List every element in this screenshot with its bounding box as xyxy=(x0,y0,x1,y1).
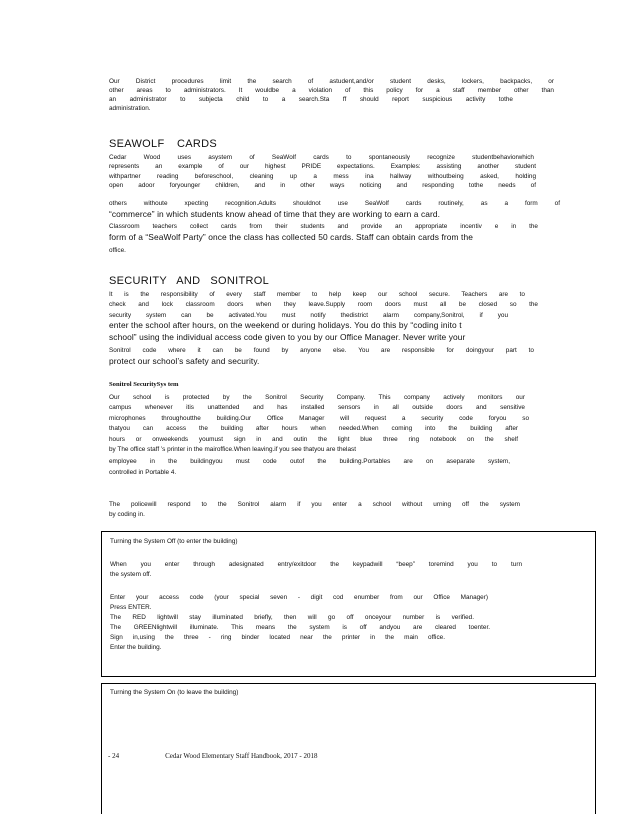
system-off-title: Turning the System Off (to enter the building) xyxy=(110,538,238,545)
security-line: security system can be activated.You must notify thedistrict alarm company,Sonitrol, if you xyxy=(109,312,508,319)
system-on-title: Turning the System On (to leave the building) xyxy=(110,689,239,696)
intro-line: Our District procedures limit the search of astudent,and/or student desks, lockers, backpacks, or xyxy=(109,78,554,85)
seawolf-line: open adoor foryounger children, and in other ways noticing and responding tothe needs of xyxy=(109,182,536,189)
system-off-line: Enter the building. xyxy=(110,644,162,651)
sonitrol-line: by The office staff ’s printer in the mairoffice.When leaving.if you see thatyou are thelast xyxy=(109,446,357,453)
sonitrol-line: thatyou can access the building after hours when needed.When coming into the building after xyxy=(109,425,518,432)
system-off-line: Enter your access code (your special seven - digit cod enumber from our Office Manager) xyxy=(110,594,488,601)
sonitrol-line: controlled in Portable 4. xyxy=(109,469,177,476)
police-line: The policewill respond to the Sonitrol alarm if you enter a school without urning off the system xyxy=(109,501,520,508)
security-line: check and lock classroom doors when they leave.Supply room doors must all be closed so the xyxy=(109,301,538,308)
seawolf-line: office. xyxy=(109,247,126,254)
security-line: It is the responsibility of every staff member to help keep our school secure. Teachers are to xyxy=(109,291,525,298)
system-off-line: The RED lightwill stay illuminated briefly, then will go off onceyour number is verified. xyxy=(110,614,474,621)
security-line: protect our school’s safety and security. xyxy=(109,356,260,366)
footer-text: Cedar Wood Elementary Staff Handbook, 2017 - 2018 xyxy=(165,752,318,760)
page-number: - 24 xyxy=(108,752,120,760)
system-off-line: The GREENlightwill illuminate. This means the system is off andyou are cleared toenter. xyxy=(110,624,490,631)
intro-line: an administrator to subjecta child to a search.Sta ff should report suspicious activity tothe xyxy=(109,96,513,103)
system-off-line: Press ENTER. xyxy=(110,604,152,611)
seawolf-line: represents an example of our highest PRIDE expectations. Examples: assisting another student xyxy=(109,163,536,170)
system-on-box xyxy=(101,683,596,814)
police-line: by coding in. xyxy=(109,511,145,518)
seawolf-line: Cedar Wood uses asystem of SeaWolf cards to spontaneously recognize studentbehaviorwhich xyxy=(109,154,534,161)
sonitrol-line: campus whenever itis unattended and has installed sensors in all outside doors and sensitive xyxy=(109,404,525,411)
seawolf-line: “commerce” in which students know ahead of time that they are working to earn a card. xyxy=(109,209,441,219)
security-heading: SECURITY AND SONITROL xyxy=(109,275,269,287)
intro-line: administration. xyxy=(109,105,151,112)
sonitrol-line: microphones throughoutthe building.Our Office Manager will request a security code foryou so xyxy=(109,415,529,422)
sonitrol-line: Our school is protected by the Sonitrol Security Company. This company actively monitors our xyxy=(109,394,525,401)
security-line: enter the school after hours, on the weekend or during holidays. You do this by “coding inito t xyxy=(109,320,462,330)
intro-line: other areas to administrators. It wouldbe a violation of this policy for a staff member other than xyxy=(109,87,554,94)
seawolf-line: withpartner reading beforeschool, cleaning up a mess ina hallway withoutbeing asked, holding xyxy=(109,173,536,180)
system-off-line: When you enter through adesignated entry/exitdoor the keypadwill “beep” toremind you to turn xyxy=(110,561,522,568)
security-line: Sonitrol code where it can be found by anyone else. You are responsible for doingyour part to xyxy=(109,347,534,354)
sonitrol-line: hours or onweekends youmust sign in and outin the light blue three ring notebook on the shelf xyxy=(109,436,518,443)
system-off-line: Sign in,using the three - ring binder located near the printer in the main office. xyxy=(110,634,445,641)
seawolf-heading: SEAWOLF CARDS xyxy=(109,138,217,150)
seawolf-line: others withoute xpecting recognition.Adults shouldnot use SeaWolf cards routinely, as a form of xyxy=(109,200,560,207)
security-line: school” using the individual access code given to you by our Office Manager. Never write your xyxy=(109,332,466,342)
sonitrol-subheading: Sonitrol SecuritySys tem xyxy=(109,381,179,388)
system-off-box xyxy=(101,531,596,677)
system-off-line: the system off. xyxy=(110,571,152,578)
seawolf-line: Classroom teachers collect cards from their students and provide an appropriate incentiv e in the xyxy=(109,223,538,230)
seawolf-line: form of a “SeaWolf Party” once the class has collected 50 cards. Staff can obtain cards from the xyxy=(109,232,474,242)
sonitrol-line: employee in the buildingyou must code outof the building.Portables are on aseparate system, xyxy=(109,458,510,465)
page-footer xyxy=(108,752,317,760)
